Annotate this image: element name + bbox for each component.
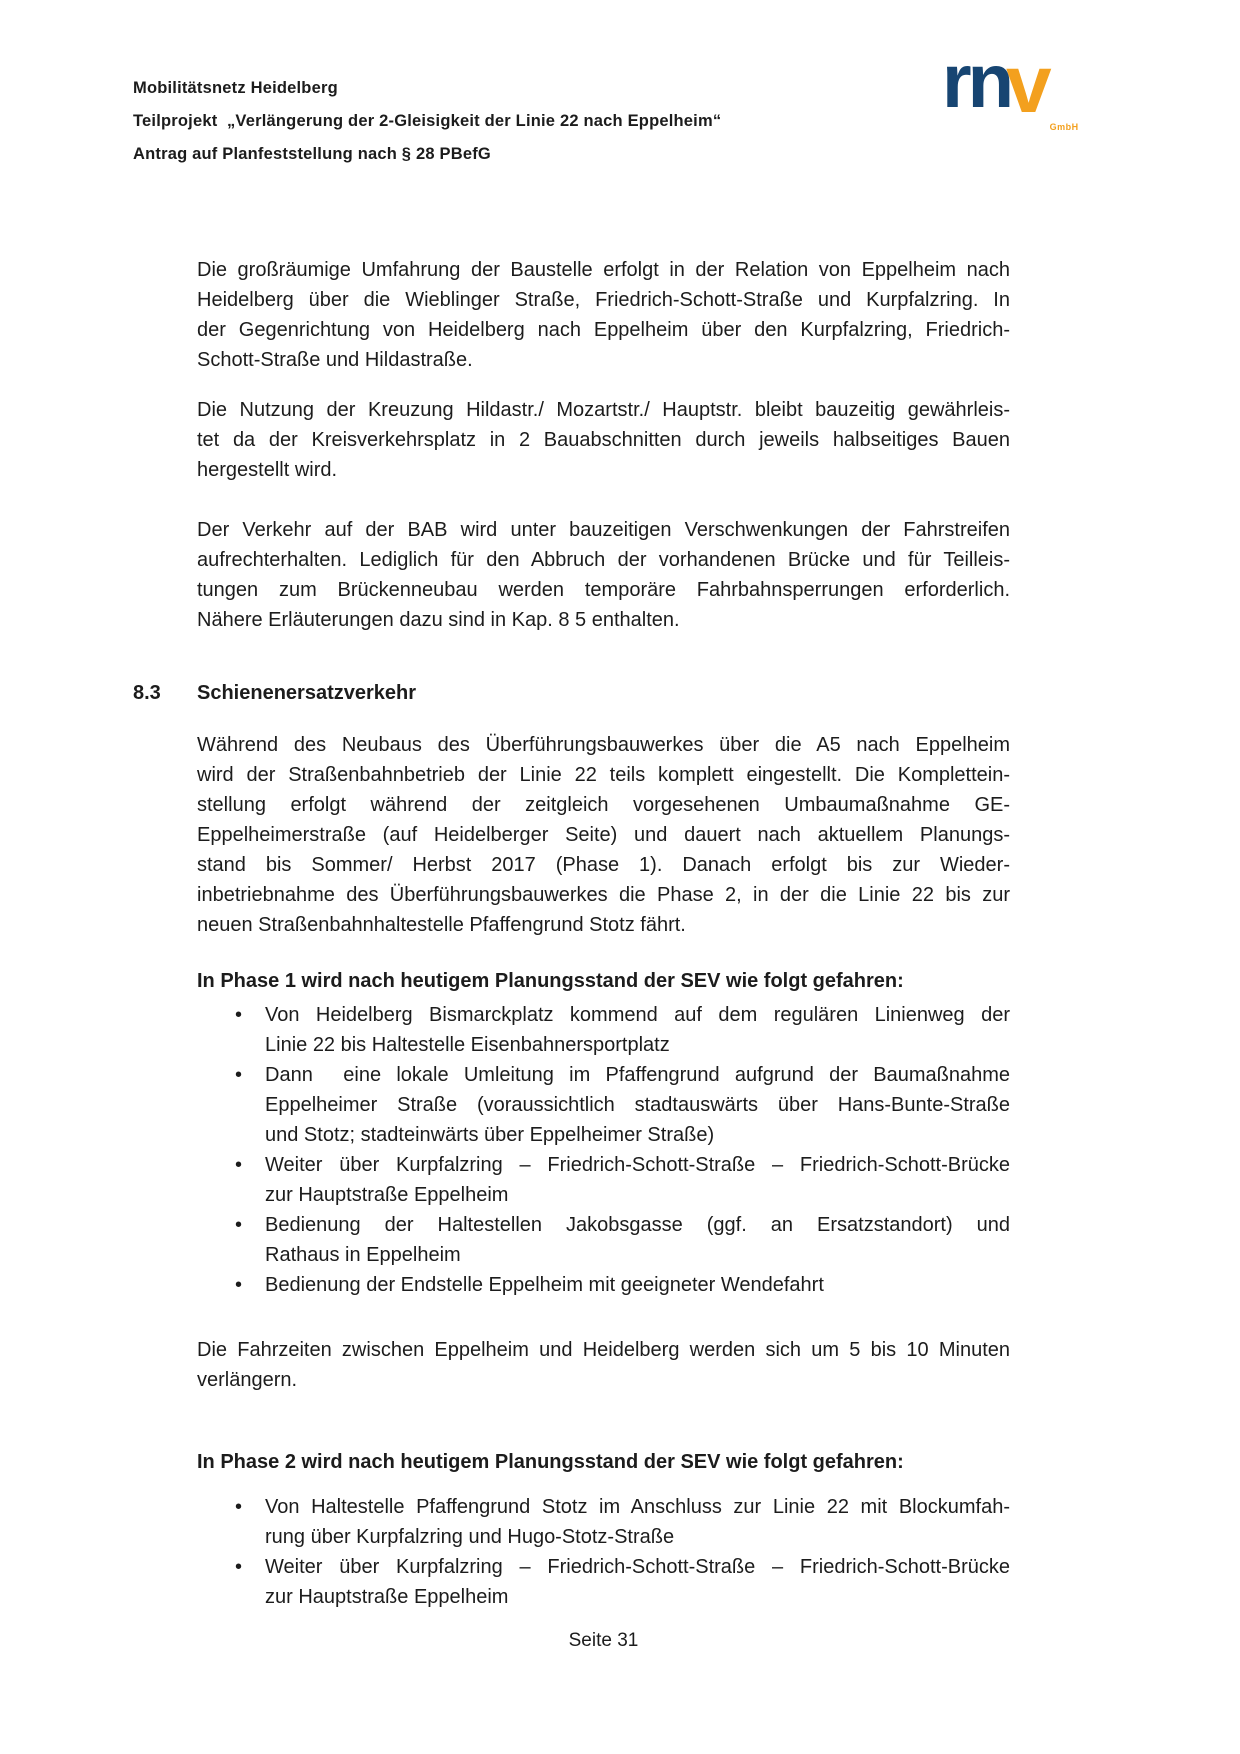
list-item-line: Weiter über Kurpfalzring – Friedrich-Schott-Straße – Friedrich-Schott-Brücke	[265, 1154, 1010, 1176]
paragraph-line: Während des Neubaus des Überführungsbauwerkes über die A5 nach Eppelheim	[197, 734, 1010, 756]
paragraph	[197, 515, 1010, 635]
bullet-icon: •	[235, 1274, 243, 1296]
paragraph-line: wird der Straßenbahnbetrieb der Linie 22 teils komplett eingestellt. Die Komplettein-	[197, 764, 1010, 786]
list-item	[197, 1270, 1010, 1300]
paragraph-line: tet da der Kreisverkehrsplatz in 2 Bauabschnitten durch jeweils halbseitiges Bauen	[197, 429, 1010, 451]
list-item	[197, 1060, 1010, 1150]
list-item-line: Dann eine lokale Umleitung im Pfaffengrund aufgrund der Baumaßnahme	[265, 1064, 1010, 1086]
bullet-list	[197, 1492, 1010, 1612]
bullet-icon: •	[235, 1496, 243, 1518]
list-item	[197, 1492, 1010, 1552]
list-item-line: Von Haltestelle Pfaffengrund Stotz im Anschluss zur Linie 22 mit Blockumfah-	[265, 1496, 1010, 1518]
paragraph	[197, 1335, 1010, 1395]
paragraph-line: der Gegenrichtung von Heidelberg nach Eppelheim über den Kurpfalzring, Friedrich-	[197, 319, 1010, 341]
paragraph-line: stand bis Sommer/ Herbst 2017 (Phase 1). Danach erfolgt bis zur Wieder-	[197, 854, 1010, 876]
list-item-text	[265, 1210, 1010, 1270]
bullet-list	[197, 1000, 1010, 1300]
bold-heading: In Phase 2 wird nach heutigem Planungsstand der SEV wie folgt gefahren:	[197, 1451, 904, 1473]
rnv-logo-rn: rn	[942, 39, 1010, 124]
paragraph-line: verlängern.	[197, 1369, 298, 1391]
list-item-line: Bedienung der Endstelle Eppelheim mit geeigneter Wendefahrt	[265, 1274, 824, 1296]
paragraph-line: Nähere Erläuterungen dazu sind in Kap. 8 5 enthalten.	[197, 609, 680, 631]
list-item-text	[265, 1150, 1010, 1210]
list-item-line: Von Heidelberg Bismarckplatz kommend auf dem regulären Linienweg der	[265, 1004, 1010, 1026]
list-item-line: Linie 22 bis Haltestelle Eisenbahnersportplatz	[265, 1034, 670, 1056]
list-item	[197, 1150, 1010, 1210]
paragraph-line: neuen Straßenbahnhaltestelle Pfaffengrund Stotz fährt.	[197, 914, 686, 936]
list-item-text	[265, 1270, 1010, 1300]
list-item-text	[265, 1552, 1010, 1612]
list-item-line: Weiter über Kurpfalzring – Friedrich-Schott-Straße – Friedrich-Schott-Brücke	[265, 1556, 1010, 1578]
header-project-line: Mobilitätsnetz Heidelberg	[133, 79, 338, 97]
list-item-line: zur Hauptstraße Eppelheim	[265, 1586, 509, 1608]
paragraph	[197, 395, 1010, 485]
list-item-line: und Stotz; stadteinwärts über Eppelheimer Straße)	[265, 1124, 715, 1146]
paragraph-line: Die Fahrzeiten zwischen Eppelheim und Heidelberg werden sich um 5 bis 10 Minuten	[197, 1339, 1010, 1361]
paragraph-line: inbetriebnahme des Überführungsbauwerkes die Phase 2, in der die Linie 22 bis zur	[197, 884, 1010, 906]
rnv-logo-v: v	[1006, 39, 1052, 130]
bullet-icon: •	[235, 1154, 243, 1176]
paragraph-line: Die großräumige Umfahrung der Baustelle erfolgt in der Relation von Eppelheim nach	[197, 259, 1010, 281]
list-item-line: Rathaus in Eppelheim	[265, 1244, 461, 1266]
paragraph-line: Heidelberg über die Wieblinger Straße, Friedrich-Schott-Straße und Kurpfalzring. In	[197, 289, 1010, 311]
rnv-logo-suffix: GmbH	[1049, 122, 1079, 132]
list-item-line: zur Hauptstraße Eppelheim	[265, 1184, 509, 1206]
paragraph-line: hergestellt wird.	[197, 459, 338, 481]
header-subproject-line: Teilprojekt „Verlängerung der 2-Gleisigkeit der Linie 22 nach Eppelheim“	[133, 112, 722, 130]
list-item-line: Bedienung der Haltestellen Jakobsgasse (ggf. an Ersatzstandort) und	[265, 1214, 1010, 1236]
list-item	[197, 1000, 1010, 1060]
paragraph-line: Schott-Straße und Hildastraße.	[197, 349, 473, 371]
bullet-icon: •	[235, 1064, 243, 1086]
bullet-icon: •	[235, 1214, 243, 1236]
bullet-icon: •	[235, 1556, 243, 1578]
paragraph	[197, 730, 1010, 940]
list-item-line: rung über Kurpfalzring und Hugo-Stotz-Straße	[265, 1526, 675, 1548]
header-application-line: Antrag auf Planfeststellung nach § 28 PBefG	[133, 145, 491, 163]
paragraph	[197, 255, 1010, 375]
bold-heading: In Phase 1 wird nach heutigem Planungsstand der SEV wie folgt gefahren:	[197, 970, 904, 992]
list-item	[197, 1552, 1010, 1612]
list-item	[197, 1210, 1010, 1270]
section-title: Schienenersatzverkehr	[197, 682, 417, 704]
paragraph-line: Eppelheimerstraße (auf Heidelberger Seite) und dauert nach aktuellem Planungs-	[197, 824, 1010, 846]
bullet-icon: •	[235, 1004, 243, 1026]
paragraph-line: aufrechterhalten. Lediglich für den Abbruch der vorhandenen Brücke und für Teilleis-	[197, 549, 1010, 571]
paragraph-line: Der Verkehr auf der BAB wird unter bauzeitigen Verschwenkungen der Fahrstreifen	[197, 519, 1010, 541]
list-item-text	[265, 1060, 1010, 1150]
paragraph-line: stellung erfolgt während der zeitgleich vorgesehenen Umbaumaßnahme GE-	[197, 794, 1010, 816]
page-number: Seite 31	[568, 1630, 639, 1651]
list-item-text	[265, 1492, 1010, 1552]
document-body	[133, 255, 1010, 1612]
paragraph-line: Die Nutzung der Kreuzung Hildastr./ Mozartstr./ Hauptstr. bleibt bauzeitig gewährleis-	[197, 399, 1010, 421]
section-number: 8.3	[133, 682, 161, 704]
section-heading	[133, 678, 1010, 708]
list-item-line: Eppelheimer Straße (voraussichtlich stadtauswärts über Hans-Bunte-Straße	[265, 1094, 1010, 1116]
list-item-text	[265, 1000, 1010, 1060]
document-header	[133, 72, 893, 171]
rnv-logo	[942, 39, 1092, 132]
paragraph-line: tungen zum Brückenneubau werden temporäre Fahrbahnsperrungen erforderlich.	[197, 579, 1010, 601]
